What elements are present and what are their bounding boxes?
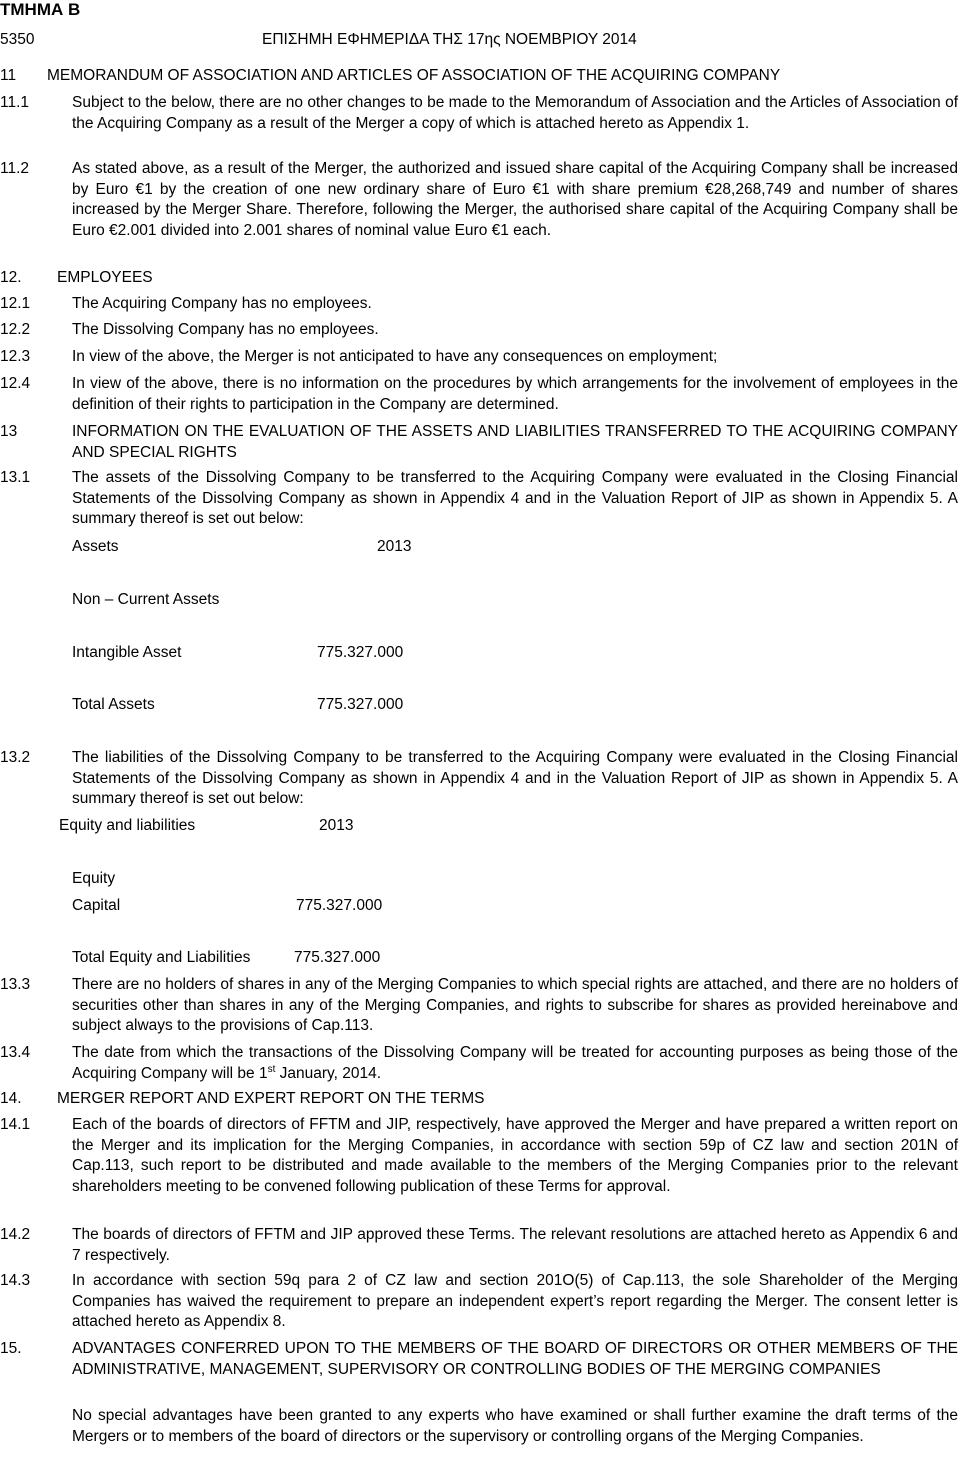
clause-text: The Acquiring Company has no employees. bbox=[72, 295, 372, 312]
section-number: 14. bbox=[0, 1090, 22, 1107]
clause-text: The assets of the Dissolving Company to be transferred to the Acquiring Company were evaluated in the Closing Financial Statements of the Dissolving Company as shown in Appendix 4 and in the Valuation Report of JIP as shown in Appendix 5. A summary thereof is set out below: bbox=[72, 469, 958, 528]
clause-number: 12.1 bbox=[0, 295, 31, 312]
clause-text-part: January, 2014. bbox=[275, 1064, 382, 1082]
equity-capital-label: Capital bbox=[72, 897, 121, 914]
clause-number: 11.2 bbox=[0, 160, 30, 177]
clause-text: The boards of directors of FFTM and JIP approved these Terms. The relevant resolutions are attached hereto as Appendix 6 and 7 respectively. bbox=[72, 1226, 958, 1264]
equity-total-value: 775.327.000 bbox=[294, 949, 381, 966]
clause-text bbox=[72, 1043, 958, 1084]
clause-text-part: The date from which the transactions of the Dissolving Company will be treated for accounting purposes as being those of the Acquiring Company will be 1 bbox=[72, 1044, 958, 1082]
clause-text: In view of the above, there is no information on the procedures by which arrangements for the involvement of employees in the definition of their rights to participation in the Company are determined. bbox=[72, 375, 958, 413]
section-title: EMPLOYEES bbox=[57, 269, 153, 286]
clause-number: 12.4 bbox=[0, 375, 31, 392]
clause-text: No special advantages have been granted to any experts who have examined or shall further examine the draft terms of the Mergers or to members of the board of directors or the supervisory or controlling organs of the Merging Companies. bbox=[72, 1407, 958, 1445]
clause-number: 14.3 bbox=[0, 1272, 31, 1289]
clause-text: The liabilities of the Dissolving Company to be transferred to the Acquiring Company were evaluated in the Closing Financial Statements of the Dissolving Company as shown in Appendix 4 and in the Valuation Report of JIP as shown in Appendix 5. A summary thereof is set out below: bbox=[72, 749, 958, 808]
section-number: 15. bbox=[0, 1340, 22, 1357]
clause-number: 13.4 bbox=[0, 1044, 31, 1061]
gazette-title: ΕΠΙΣΗΜΗ ΕΦΗΜΕΡΙΔΑ ΤΗΣ 17ης ΝΟΕΜΒΡΙΟΥ 2014 bbox=[262, 31, 637, 48]
assets-row-value: 775.327.000 bbox=[317, 696, 404, 713]
assets-row-label: Total Assets bbox=[72, 696, 155, 713]
assets-row-value: 775.327.000 bbox=[317, 644, 404, 661]
assets-group-label: Non – Current Assets bbox=[72, 591, 220, 608]
section-title: MEMORANDUM OF ASSOCIATION AND ARTICLES OF ASSOCIATION OF THE ACQUIRING COMPANY bbox=[47, 67, 781, 84]
equity-capital-value: 775.327.000 bbox=[296, 897, 383, 914]
equity-header-year: 2013 bbox=[319, 817, 354, 834]
clause-text: The Dissolving Company has no employees. bbox=[72, 321, 379, 338]
clause-number: 12.3 bbox=[0, 348, 31, 365]
assets-row-label: Intangible Asset bbox=[72, 644, 182, 661]
equity-header-label: Equity and liabilities bbox=[59, 817, 196, 834]
section-label: ΤΜΗΜΑ Β bbox=[0, 0, 81, 19]
section-title: ADVANTAGES CONFERRED UPON TO THE MEMBERS OF THE BOARD OF DIRECTORS OR OTHER MEMBERS OF THE ADMINISTRATIVE, MANAGEMENT, SUPERVISORY OR CONTROLLING BODIES OF THE MERGING COMPANIES bbox=[72, 1340, 958, 1378]
clause-text: Each of the boards of directors of FFTM and JIP, respectively, have approved the Merger and have prepared a written report on the Merger and its implication for the Merging Companies, in accordance with section 59p of CZ law and section 201N of Cap.113, such report to be distributed and made available to the members of the Merging Companies prior to the relevant shareholders meeting to be convened following publication of these Terms for approval. bbox=[72, 1116, 958, 1195]
section-title: INFORMATION ON THE EVALUATION OF THE ASSETS AND LIABILITIES TRANSFERRED TO THE ACQUIRING COMPANY AND SPECIAL RIGHTS bbox=[72, 423, 958, 461]
clause-text: As stated above, as a result of the Merger, the authorized and issued share capital of the Acquiring Company shall be increased by Euro €1 by the creation of one new ordinary share of Euro €1 with share premium €28,268,749 and number of shares increased by the Merger Share. Therefore, following the Merger, the authorised share capital of the Acquiring Company shall be Euro €2.001 divided into 2.001 shares of nominal value Euro €1 each. bbox=[72, 160, 958, 239]
equity-total-label: Total Equity and Liabilities bbox=[72, 949, 251, 966]
section-number: 12. bbox=[0, 269, 22, 286]
equity-group-label: Equity bbox=[72, 870, 116, 887]
section-number: 13 bbox=[0, 423, 18, 440]
clause-text: In accordance with section 59q para 2 of CZ law and section 201O(5) of Cap.113, the sole Shareholder of the Merging Companies has waived the requirement to prepare an independent expert’s report regarding the Merger. The consent letter is attached hereto as Appendix 8. bbox=[72, 1272, 958, 1331]
clause-number: 13.1 bbox=[0, 469, 31, 486]
ordinal-suffix: st bbox=[267, 1063, 276, 1075]
page-number: 5350 bbox=[0, 31, 35, 48]
assets-header-year: 2013 bbox=[377, 538, 412, 555]
clause-text: In view of the above, the Merger is not anticipated to have any consequences on employment; bbox=[72, 348, 718, 365]
clause-text: Subject to the below, there are no other changes to be made to the Memorandum of Association and the Articles of Association of the Acquiring Company as a result of the Merger a copy of which is attached hereto as Appendix 1. bbox=[72, 94, 958, 132]
section-number: 11 bbox=[0, 67, 17, 84]
clause-number: 12.2 bbox=[0, 321, 31, 338]
clause-number: 13.3 bbox=[0, 976, 31, 993]
assets-header-label: Assets bbox=[72, 538, 119, 555]
clause-number: 11.1 bbox=[0, 94, 30, 111]
clause-number: 13.2 bbox=[0, 749, 31, 766]
clause-text: There are no holders of shares in any of the Merging Companies to which special rights are attached, and there are no holders of securities other than shares in any of the Merging Companies, and rights to subscribe for shares as provided hereinabove and subject always to the provisions of Cap.113. bbox=[72, 976, 958, 1035]
clause-number: 14.2 bbox=[0, 1226, 31, 1243]
clause-number: 14.1 bbox=[0, 1116, 31, 1133]
section-title: MERGER REPORT AND EXPERT REPORT ON THE TERMS bbox=[57, 1090, 485, 1107]
